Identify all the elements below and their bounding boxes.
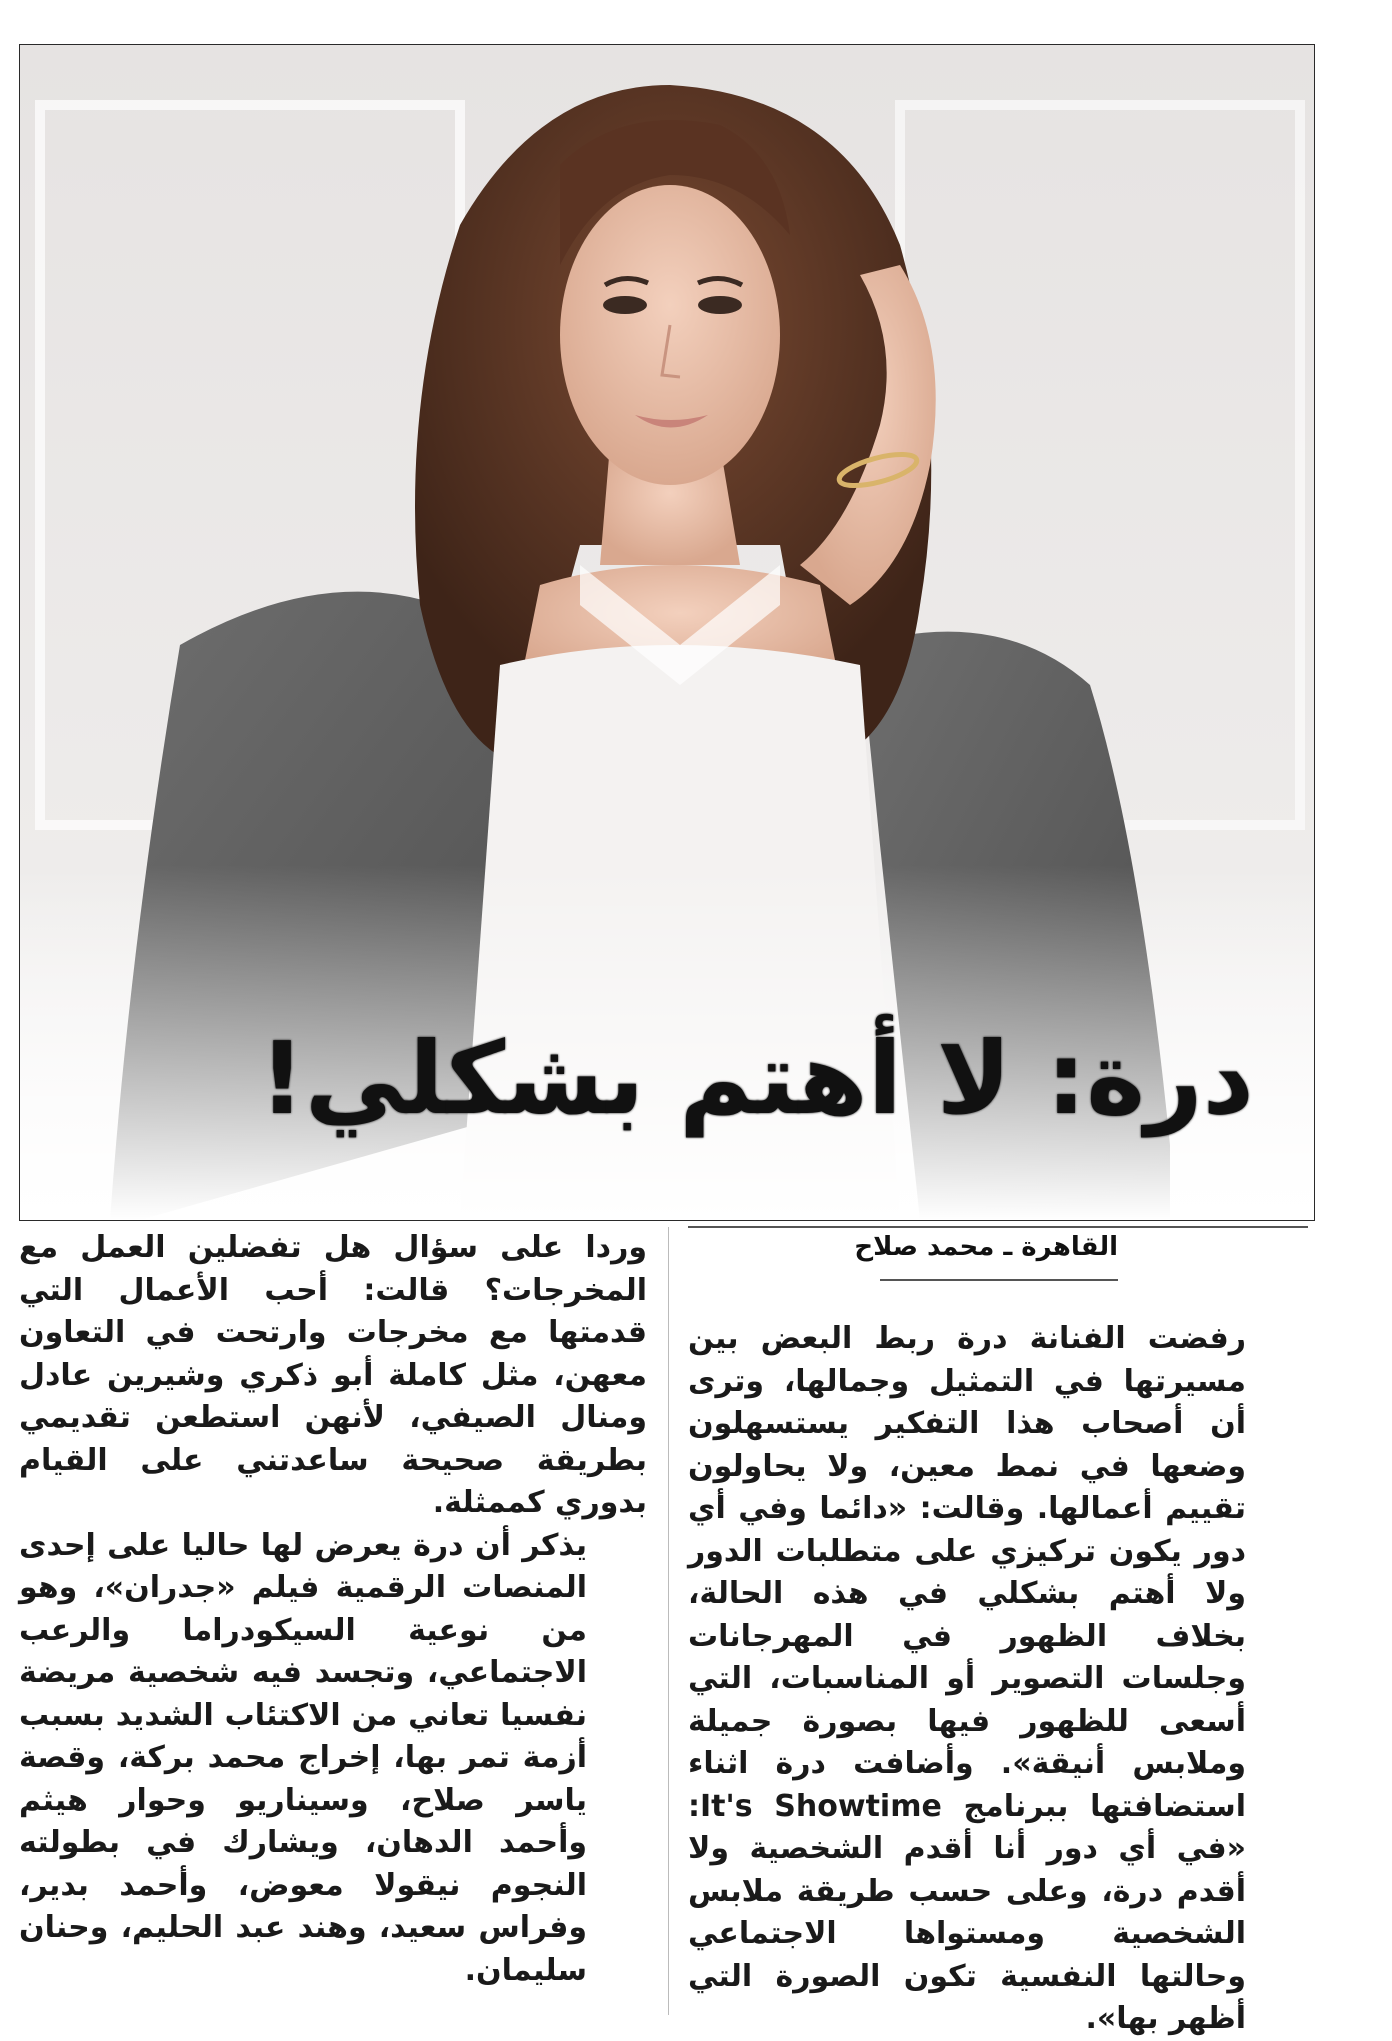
byline-rule-top	[688, 1226, 1308, 1228]
byline-rule-bottom	[880, 1279, 1118, 1281]
article-photo	[19, 44, 1315, 1221]
byline: القاهرة ـ محمد صلاح	[854, 1232, 1118, 1262]
paragraph: يذكر أن درة يعرض لها حاليا على إحدى المنصات الرقمية فيلم «جدران»، وهو من نوعية السيكودراما والرعب الاجتماعي، وتجسد فيه شخصية مريضة نفسيا تعاني من الاكتئاب الشديد بسبب أزمة تمر بها، إخراج محمد بركة، وقصة ياسر صلاح، وسيناريو وحوار هيثم وأحمد الدهان، ويشارك في بطولته النجوم نيقولا معوض، وأحمد بدير، وفراس سعيد، وهند عبد الحليم، وحنان سليمان.	[19, 1527, 587, 1988]
column-divider	[668, 1227, 669, 2015]
right-column	[688, 1318, 1306, 2041]
paragraph: وردا على سؤال هل تفضلين العمل مع المخرجات؟ قالت: أحب الأعمال التي قدمتها مع مخرجات وارتحت في التعاون معهن، مثل كاملة أبو ذكري وشيرين عادل ومنال الصيفي، لأنهن استطعن تقديمي بطريقة صحيحة ساعدتني على القيام بدوري كممثلة.	[19, 1230, 647, 1520]
paragraph: رفضت الفنانة درة ربط البعض بين مسيرتها في التمثيل وجمالها، وترى أن أصحاب هذا التفكير يستسهلون وضعها في نمط معين، ولا يحاولون تقييم أعمالها. وقالت: «دائما وفي أي دور يكون تركيزي على متطلبات الدور ولا أهتم بشكلي في هذه الحالة، بخلاف الظهور في المهرجانات وجلسات التصوير أو المناسبات، التي أسعى للظهور فيها بصورة جميلة وملابس أنيقة». وأضافت درة اثناء استضافتها ببرنامج It's Showtime: «في أي دور أنا أقدم الشخصية ولا أقدم درة، وعلى حسب طريقة ملابس الشخصية ومستواها الاجتماعي وحالتها النفسية تكون الصورة التي أظهر بها».	[688, 1321, 1246, 2036]
article-headline: درة: لا أهتم بشكلي!	[259, 1020, 1254, 1137]
left-column	[19, 1227, 647, 1992]
